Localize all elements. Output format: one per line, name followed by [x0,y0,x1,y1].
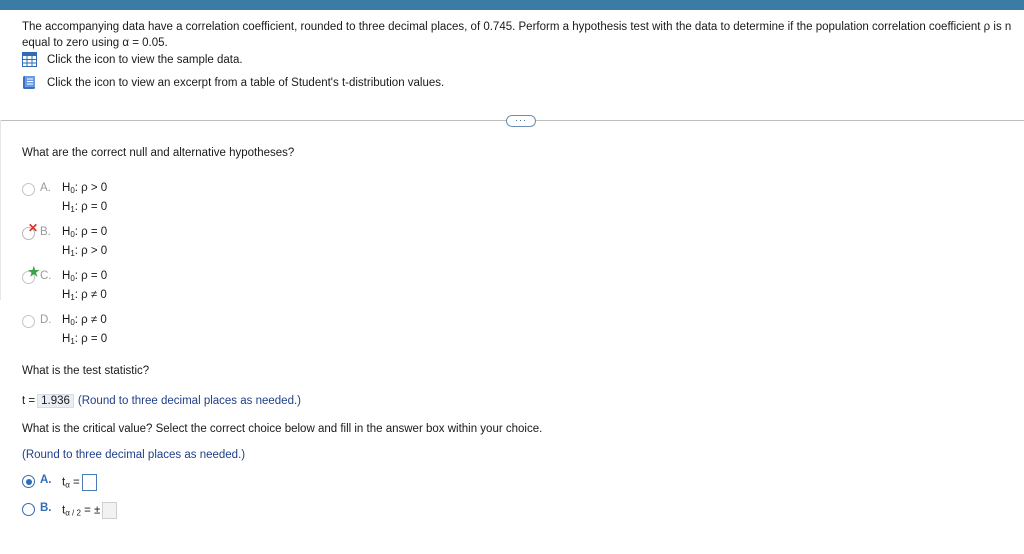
critical-value-question: What is the critical value? Select the correct choice below and fill in the answer box within your choice. [22,423,543,435]
null-hypothesis: $H_0$: ρ > 0 [62,182,108,195]
critical-value-input[interactable] [82,474,97,491]
alternative-hypothesis: $H_1$: ρ = 0 [62,333,108,346]
problem-statement [22,19,1022,51]
test-statistic-answer-row [22,394,301,408]
problem-line-2: equal to zero using α = 0.05. [22,37,168,49]
radio-button[interactable] [22,315,35,328]
book-icon[interactable] [22,75,37,90]
radio-button[interactable] [22,183,35,196]
alternative-hypothesis: $H_1$: ρ = 0 [62,201,108,214]
test-statistic-question: What is the test statistic? [22,365,150,377]
radio-button[interactable] [22,503,35,516]
option-letter: C. [40,270,52,282]
rounding-hint: (Round to three decimal places as needed.) [77,395,301,407]
choice-letter: A. [40,474,52,486]
alternative-hypothesis: $H_1$: ρ > 0 [62,245,108,258]
problem-line-1: The accompanying data have a correlation coefficient, rounded to three decimal places, of 0.745. Perform a hypothesis test with the data to determine if the population correlation coefficient ρ is n [22,21,1012,33]
t-table-label[interactable]: Click the icon to view an excerpt from a table of Student's t-distribution values. [47,76,445,89]
null-hypothesis: $H_0$: ρ = 0 [62,226,108,239]
option-letter: A. [40,182,51,194]
hypotheses-question: What are the correct null and alternative hypotheses? [22,147,295,159]
t-label: t = [22,395,36,407]
table-grid-icon[interactable] [22,52,37,67]
alternative-hypothesis: $H_1$: ρ ≠ 0 [62,289,107,302]
expand-ellipsis-button[interactable]: ··· [506,115,536,127]
t-alpha-expression: $t_\alpha$ = [62,474,97,491]
incorrect-x-icon: ✕ [28,221,39,235]
t-table-link[interactable] [22,75,444,90]
sample-data-label[interactable]: Click the icon to view the sample data. [47,53,243,66]
option-letter: B. [40,226,51,238]
t-alpha-half-expression: $t_{\alpha / 2}$ = ± [62,502,117,519]
radio-button-selected[interactable] [22,475,35,488]
critical-value-rounding-hint: (Round to three decimal places as needed.) [22,449,246,461]
test-statistic-answer-box[interactable]: 1.936 [37,394,74,408]
choice-letter: B. [40,502,52,514]
top-accent-bar [0,0,1024,10]
sample-data-link[interactable] [22,52,243,67]
null-hypothesis: $H_0$: ρ ≠ 0 [62,314,107,327]
correct-star-icon: ★ [28,264,40,279]
null-hypothesis: $H_0$: ρ = 0 [62,270,108,283]
left-margin-line [0,120,1,300]
critical-value-input-disabled[interactable] [102,502,117,519]
option-letter: D. [40,314,52,326]
